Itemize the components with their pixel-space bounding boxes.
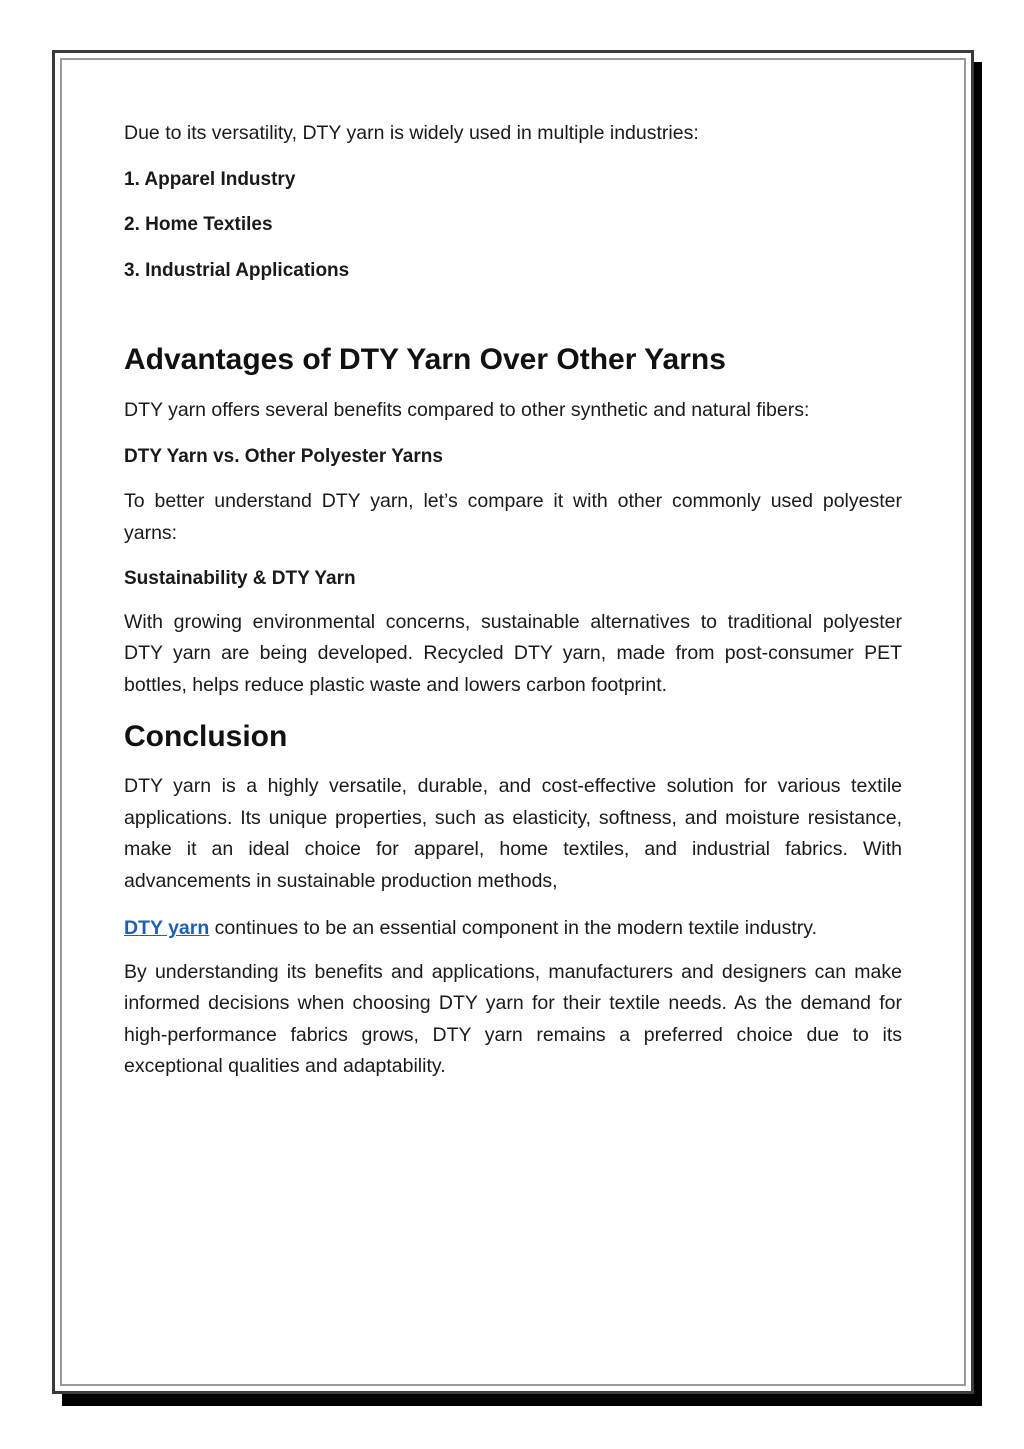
list-item-industrial: 3. Industrial Applications — [124, 259, 350, 281]
conclusion-paragraph-1: DTY yarn is a highly versatile, durable, and cost-effective solution for various textile applications. Its unique properties, such as elasticity, softness, and moisture resistance, make it an ideal choice for apparel, home textiles, and industrial fabrics. With advancements in sustainable production methods, — [124, 775, 902, 892]
conclusion-heading: Conclusion — [124, 720, 288, 753]
advantages-heading: Advantages of DTY Yarn Over Other Yarns — [124, 343, 726, 376]
conclusion-paragraph-2-text: continues to be an essential component in the modern textile industry. — [209, 917, 818, 939]
comparison-subheading: DTY Yarn vs. Other Polyester Yarns — [124, 445, 443, 467]
dty-yarn-link[interactable]: DTY yarn — [124, 917, 210, 939]
document-body — [124, 118, 902, 1083]
conclusion-paragraph-3: By understanding its benefits and applications, manufacturers and designers can make informed decisions when choosing DTY yarn for their textile needs. As the demand for high-performance fabrics grows, DTY yarn remains a preferred choice due to its exceptional qualities and adaptability. — [124, 960, 902, 1077]
conclusion-paragraph-2 — [124, 913, 902, 945]
intro-text: Due to its versatility, DTY yarn is widely used in multiple industries: — [124, 122, 699, 144]
sustainability-subheading: Sustainability & DTY Yarn — [124, 568, 356, 589]
list-item-apparel: 1. Apparel Industry — [124, 168, 296, 190]
comparison-text: To better understand DTY yarn, let’s compare it with other commonly used polyester yarns: — [124, 490, 902, 544]
advantages-intro: DTY yarn offers several benefits compared to other synthetic and natural fibers: — [124, 399, 810, 421]
list-item-home-textiles: 2. Home Textiles — [124, 214, 273, 235]
sustainability-text: With growing environmental concerns, sustainable alternatives to traditional polyester DTY yarn are being developed. Recycled DTY yarn, made from post-consumer PET bottles, helps reduce plastic waste and lowers carbon footprint. — [124, 610, 902, 696]
